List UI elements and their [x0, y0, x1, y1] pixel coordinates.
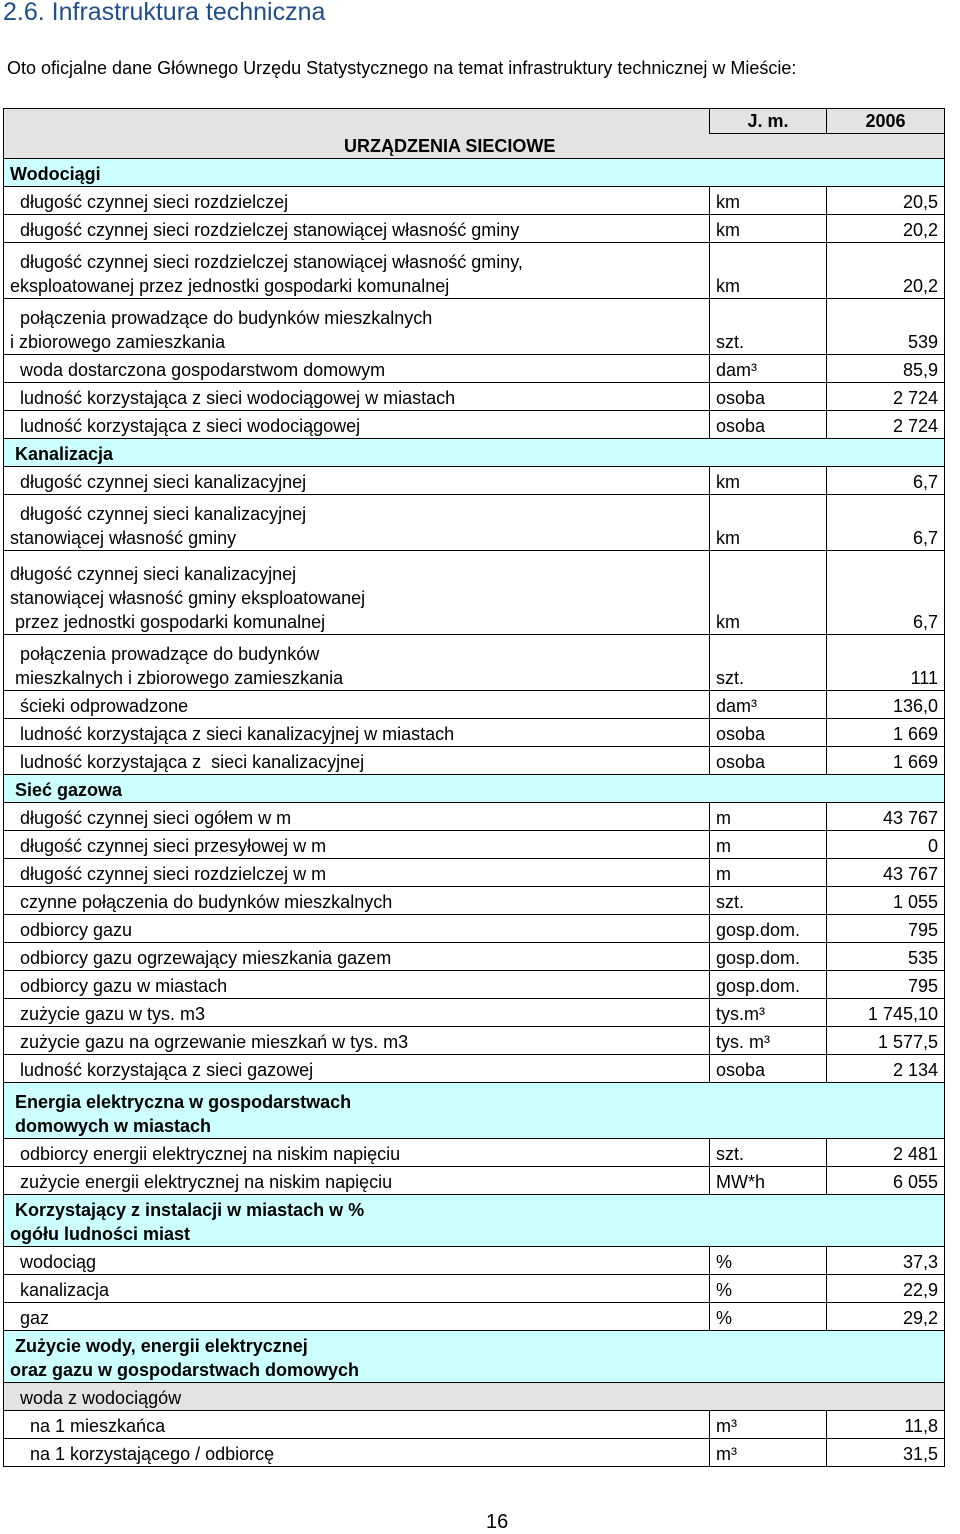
row-unit: gosp.dom. [710, 915, 827, 943]
row-label: długość czynnej sieci kanalizacyjnej [4, 467, 710, 495]
row-label: kanalizacja [4, 1275, 710, 1303]
row-unit: dam³ [710, 355, 827, 383]
table-title-row [4, 134, 945, 159]
row-unit: dam³ [710, 691, 827, 719]
row-label: ludność korzystająca z sieci wodociągowej [4, 411, 710, 439]
row-value: 795 [827, 971, 945, 999]
row-label: Energia elektryczna w gospodarstwach domowych w miastach [4, 1083, 945, 1139]
table-row [4, 719, 945, 747]
table-row [4, 243, 945, 299]
table-title-cell: URZĄDZENIA SIECIOWE [4, 134, 945, 159]
table-row [4, 635, 945, 691]
row-label: zużycie energii elektrycznej na niskim napięciu [4, 1167, 710, 1195]
row-value: 1 669 [827, 747, 945, 775]
row-unit: % [710, 1275, 827, 1303]
row-label: na 1 mieszkańca [4, 1411, 710, 1439]
table-row [4, 971, 945, 999]
row-unit: osoba [710, 411, 827, 439]
header-year-cell: 2006 [827, 109, 945, 134]
table-row [4, 999, 945, 1027]
row-unit: % [710, 1303, 827, 1331]
row-unit: MW*h [710, 1167, 827, 1195]
row-unit: osoba [710, 1055, 827, 1083]
row-value: 29,2 [827, 1303, 945, 1331]
row-value: 795 [827, 915, 945, 943]
row-value: 6 055 [827, 1167, 945, 1195]
table-row [4, 803, 945, 831]
table-row [4, 355, 945, 383]
row-label: ludność korzystająca z sieci wodociągowej w miastach [4, 383, 710, 411]
row-value: 2 724 [827, 383, 945, 411]
row-unit: m [710, 803, 827, 831]
table-row [4, 691, 945, 719]
row-value: 1 055 [827, 887, 945, 915]
row-value: 136,0 [827, 691, 945, 719]
row-unit: tys. m³ [710, 1027, 827, 1055]
row-label: odbiorcy gazu [4, 915, 710, 943]
row-value: 0 [827, 831, 945, 859]
table-row [4, 1027, 945, 1055]
row-value: 1 745,10 [827, 999, 945, 1027]
row-label: odbiorcy energii elektrycznej na niskim napięciu [4, 1139, 710, 1167]
row-value: 43 767 [827, 803, 945, 831]
row-value: 43 767 [827, 859, 945, 887]
row-value: 20,5 [827, 187, 945, 215]
row-label: wodociąg [4, 1247, 710, 1275]
row-unit: osoba [710, 719, 827, 747]
row-value: 6,7 [827, 551, 945, 635]
row-value: 1 577,5 [827, 1027, 945, 1055]
row-unit: km [710, 495, 827, 551]
row-value: 539 [827, 299, 945, 355]
row-label: na 1 korzystającego / odbiorcę [4, 1439, 710, 1467]
table-row [4, 1411, 945, 1439]
table-section-row [4, 775, 945, 803]
row-unit: km [710, 215, 827, 243]
row-unit: km [710, 243, 827, 299]
row-value: 2 724 [827, 411, 945, 439]
row-label: połączenia prowadzące do budynków mieszkalnych i zbiorowego zamieszkania [4, 635, 710, 691]
row-label: odbiorcy gazu ogrzewający mieszkania gazem [4, 943, 710, 971]
table-row [4, 1167, 945, 1195]
row-unit: tys.m³ [710, 999, 827, 1027]
row-label: długość czynnej sieci przesyłowej w m [4, 831, 710, 859]
table-row [4, 859, 945, 887]
row-unit: osoba [710, 747, 827, 775]
infrastructure-table [3, 108, 945, 1467]
row-unit: m [710, 831, 827, 859]
page-number: 16 [486, 1511, 509, 1533]
table-row [4, 1383, 945, 1411]
intro-text: Oto oficjalne dane Głównego Urzędu Statystycznego na temat infrastruktury technicznej w Mieście: [7, 58, 797, 78]
row-unit: gosp.dom. [710, 943, 827, 971]
table-section-row [4, 1083, 945, 1139]
row-value: 22,9 [827, 1275, 945, 1303]
table-row [4, 467, 945, 495]
table-row [4, 1303, 945, 1331]
row-label: długość czynnej sieci rozdzielczej stanowiącej własność gminy, eksploatowanej przez jednostki gospodarki komunalnej [4, 243, 710, 299]
table-section-row [4, 1195, 945, 1247]
row-value: 20,2 [827, 243, 945, 299]
row-value: 20,2 [827, 215, 945, 243]
row-label: zużycie gazu w tys. m3 [4, 999, 710, 1027]
row-unit: szt. [710, 299, 827, 355]
row-value: 2 134 [827, 1055, 945, 1083]
row-unit: km [710, 467, 827, 495]
row-label: połączenia prowadzące do budynków mieszkalnych i zbiorowego zamieszkania [4, 299, 710, 355]
table-row [4, 1139, 945, 1167]
header-unit-cell: J. m. [710, 109, 827, 134]
row-unit: m [710, 859, 827, 887]
row-label: Zużycie wody, energii elektrycznej oraz gazu w gospodarstwach domowych [4, 1331, 945, 1383]
page-heading: 2.6. Infrastruktura techniczna [3, 0, 326, 26]
row-unit: m³ [710, 1439, 827, 1467]
row-value: 6,7 [827, 495, 945, 551]
row-label: woda z wodociągów [4, 1383, 945, 1411]
row-label: długość czynnej sieci kanalizacyjnej stanowiącej własność gminy eksploatowanej przez jednostki gospodarki komunalnej [4, 551, 710, 635]
row-label: długość czynnej sieci rozdzielczej w m [4, 859, 710, 887]
table-row [4, 1247, 945, 1275]
row-label: długość czynnej sieci rozdzielczej stanowiącej własność gminy [4, 215, 710, 243]
table-row [4, 1055, 945, 1083]
table-row [4, 187, 945, 215]
row-unit: szt. [710, 1139, 827, 1167]
table-section-row [4, 159, 945, 187]
row-value: 37,3 [827, 1247, 945, 1275]
table-row [4, 915, 945, 943]
row-label: długość czynnej sieci ogółem w m [4, 803, 710, 831]
row-label: Wodociągi [4, 159, 945, 187]
row-label: ludność korzystająca z sieci gazowej [4, 1055, 710, 1083]
row-value: 1 669 [827, 719, 945, 747]
table-row [4, 551, 945, 635]
table-row [4, 1439, 945, 1467]
row-label: długość czynnej sieci kanalizacyjnej stanowiącej własność gminy [4, 495, 710, 551]
table-row [4, 299, 945, 355]
row-label: Sieć gazowa [4, 775, 945, 803]
table-row [4, 747, 945, 775]
table-row [4, 495, 945, 551]
table-section-row [4, 439, 945, 467]
row-unit: szt. [710, 887, 827, 915]
row-label: gaz [4, 1303, 710, 1331]
row-label: ścieki odprowadzone [4, 691, 710, 719]
row-unit: osoba [710, 383, 827, 411]
row-label: zużycie gazu na ogrzewanie mieszkań w tys. m3 [4, 1027, 710, 1055]
row-label: Kanalizacja [4, 439, 945, 467]
row-label: odbiorcy gazu w miastach [4, 971, 710, 999]
row-unit: szt. [710, 635, 827, 691]
row-value: 31,5 [827, 1439, 945, 1467]
table-row [4, 215, 945, 243]
row-unit: km [710, 551, 827, 635]
row-label: ludność korzystająca z sieci kanalizacyjnej w miastach [4, 719, 710, 747]
table-row [4, 831, 945, 859]
row-unit: m³ [710, 1411, 827, 1439]
row-label: długość czynnej sieci rozdzielczej [4, 187, 710, 215]
row-value: 535 [827, 943, 945, 971]
row-unit: % [710, 1247, 827, 1275]
row-unit: km [710, 187, 827, 215]
table-row [4, 943, 945, 971]
table-row [4, 411, 945, 439]
row-value: 111 [827, 635, 945, 691]
row-value: 11,8 [827, 1411, 945, 1439]
row-label: woda dostarczona gospodarstwom domowym [4, 355, 710, 383]
header-blank-cell [4, 109, 710, 134]
table-section-row [4, 1331, 945, 1383]
row-label: Korzystający z instalacji w miastach w % ogółu ludności miast [4, 1195, 945, 1247]
row-unit: gosp.dom. [710, 971, 827, 999]
row-value: 2 481 [827, 1139, 945, 1167]
row-label: czynne połączenia do budynków mieszkalnych [4, 887, 710, 915]
table-row [4, 383, 945, 411]
row-value: 6,7 [827, 467, 945, 495]
row-value: 85,9 [827, 355, 945, 383]
table-header-row [4, 109, 945, 134]
table-row [4, 887, 945, 915]
row-label: ludność korzystająca z sieci kanalizacyjnej [4, 747, 710, 775]
table-row [4, 1275, 945, 1303]
